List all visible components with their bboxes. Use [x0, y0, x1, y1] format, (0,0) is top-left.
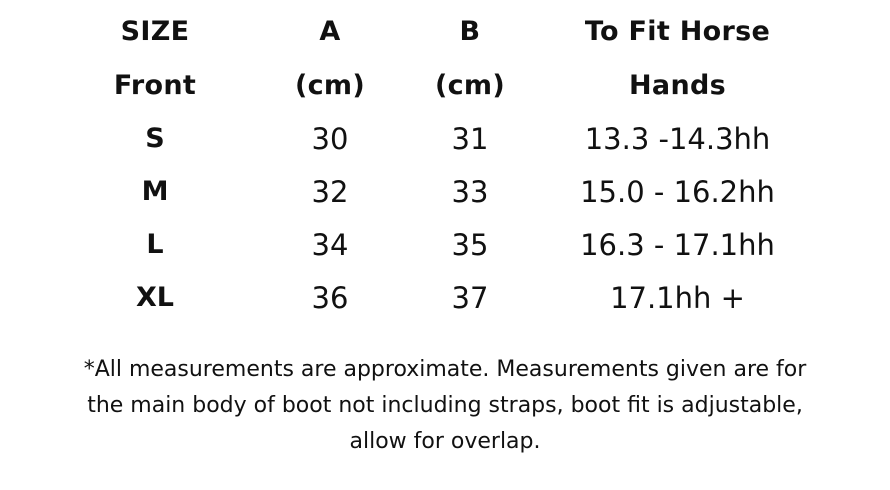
- header-size-sub: Front: [113, 70, 197, 101]
- table-header-row: [0, 59, 890, 113]
- header-fit-sub: Hands: [629, 70, 726, 101]
- b-cell: 33: [451, 175, 489, 209]
- table-row: [0, 271, 890, 325]
- header-a-unit: (cm): [294, 70, 366, 101]
- fit-cell: 17.1hh +: [610, 281, 745, 315]
- footnote-line: *All measurements are approximate. Measurements given are for: [83, 357, 807, 382]
- header-b-unit: (cm): [434, 70, 506, 101]
- size-cell: L: [146, 229, 164, 260]
- size-cell: M: [141, 176, 169, 207]
- table-row: [0, 112, 890, 166]
- header-size: SIZE: [120, 16, 190, 47]
- header-a: A: [319, 16, 341, 47]
- header-fit: To Fit Horse: [584, 16, 771, 47]
- a-cell: 36: [311, 281, 349, 315]
- footnote-line: allow for overlap.: [349, 429, 541, 454]
- measurement-footnote: [20, 352, 870, 460]
- table-row: [0, 218, 890, 272]
- b-cell: 37: [451, 281, 489, 315]
- table-row: [0, 165, 890, 219]
- size-cell: XL: [135, 282, 175, 313]
- a-cell: 32: [311, 175, 349, 209]
- fit-cell: 13.3 -14.3hh: [584, 122, 771, 156]
- header-b: B: [459, 16, 481, 47]
- b-cell: 31: [451, 122, 489, 156]
- size-cell: S: [145, 123, 165, 154]
- fit-cell: 15.0 - 16.2hh: [580, 175, 775, 209]
- footnote-line: the main body of boot not including straps, boot fit is adjustable,: [87, 393, 803, 418]
- fit-cell: 16.3 - 17.1hh: [580, 228, 775, 262]
- b-cell: 35: [451, 228, 489, 262]
- table-header-row: [0, 5, 890, 59]
- a-cell: 30: [311, 122, 349, 156]
- a-cell: 34: [311, 228, 349, 262]
